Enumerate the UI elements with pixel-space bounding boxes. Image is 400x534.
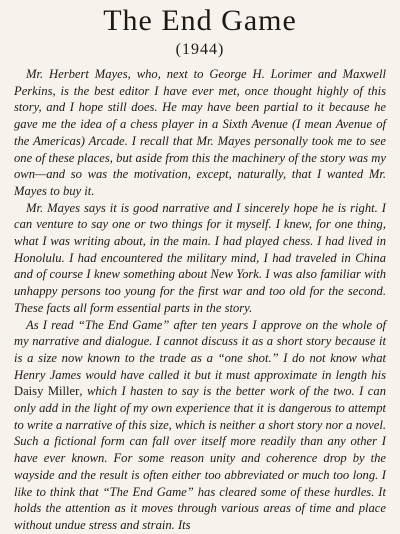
paragraph — [14, 66, 386, 200]
chapter-title: The End Game — [103, 4, 297, 37]
paragraph-text: Mr. Herbert Mayes, who, next to George H. Lorimer and Maxwell Perkins, is the best editor I have ever met, once thought highly of this story, and I hope still does. He may have been partial to it because he gave me the idea of a chess player in a Sixth Avenue (I mean Avenue of the Americas) Arcade. I recall that Mr. Mayes personally took me to see one of these places, but aside from this the machinery of the story was my own—and so was the motivation, except, naturally, that I wanted Mr. Mayes to buy it. — [14, 67, 386, 198]
chapter-year: (1944) — [175, 41, 225, 58]
paragraph-text: , which I hasten to say is the better work of the two. I can only add in the light of my own experience that it is dangerous to attempt to write a narrative of this size, which is neither a short story nor a novel. Such a fictional form can fall over itself more readily than any other I have ever known. For some reason unity and coherence drop by the wayside and the result is often either too abbreviated or much too long. I like to think that “The End Game” has cleared some of these hurdles. It holds the attention as it moves through various areas of time and place without undue stress and strain. Its — [14, 384, 386, 532]
body-text — [14, 66, 386, 534]
paragraph — [14, 200, 386, 317]
paragraph — [14, 317, 386, 534]
paragraph-text: Mr. Mayes says it is good narrative and I sincerely hope he is right. I can venture to say one or two things for it myself. I knew, for one thing, what I was writing about, in the main. I had played chess. I had lived in Honolulu. I had encountered the military mind, I had traveled in China and of course I knew something about New York. I was also familiar with unhappy persons too young for the first war and too old for the second. These facts all form essential parts in the story. — [14, 200, 386, 315]
book-title-text: Daisy Miller — [14, 384, 80, 399]
paragraph-text: As I read “The End Game” after ten years I approve on the whole of my narrative and dialogue. I cannot discuss it as a short story because it is a size now known to the trade as a “one shot.” I do not know what Henry James would have called it but it must approximate in length his — [14, 317, 386, 382]
